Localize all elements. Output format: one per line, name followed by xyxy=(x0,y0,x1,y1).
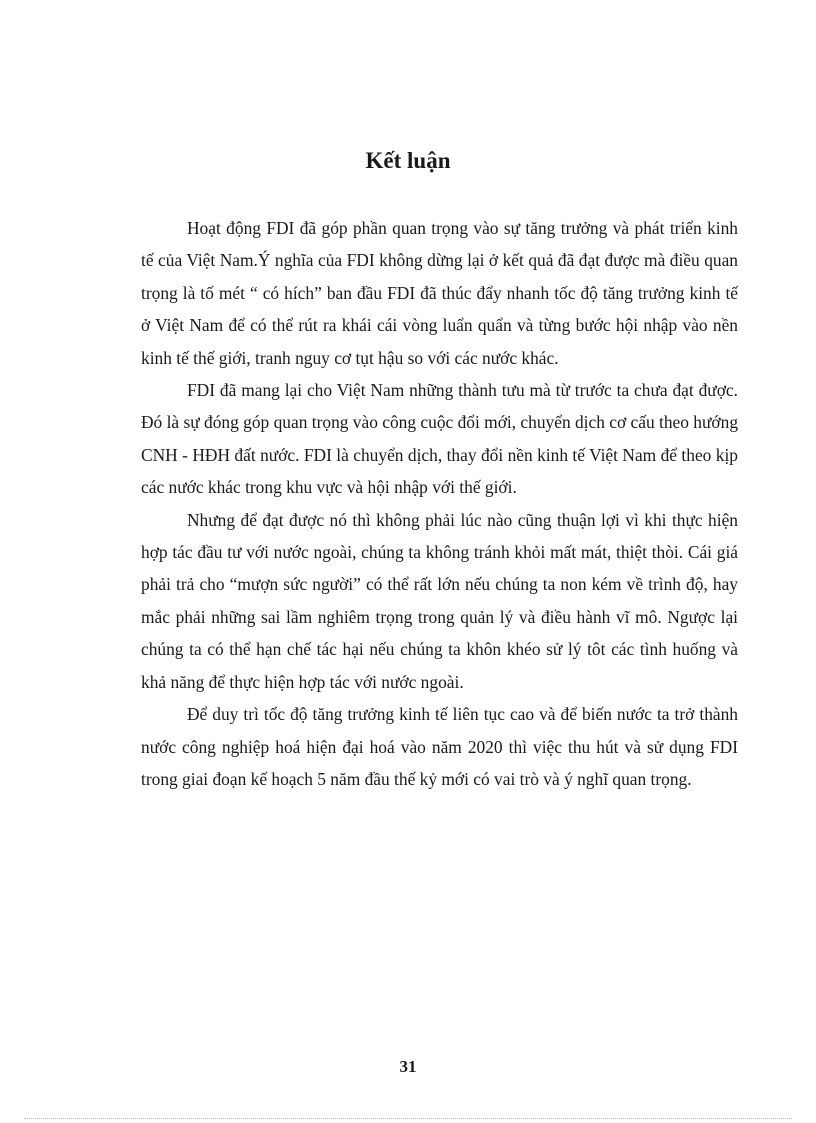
page-number: 31 xyxy=(399,1057,417,1076)
body-text xyxy=(141,212,738,795)
page-title: Kết luận xyxy=(365,148,451,173)
paragraph-3: Nhưng để đạt được nó thì không phải lúc nào cũng thuận lợi vì khi thực hiện hợp tác đầu tư với nước ngoài, chúng ta không tránh khỏi mất mát, thiệt thòi. Cái giá phải trả cho “mượn sức người” có thể rất lớn nếu chúng ta non kém về trình độ, hay mắc phải những sai lầm nghiêm trọng trong quản lý và điều hành vĩ mô. Ngược lại chúng ta có thể hạn chế tác hại nếu chúng ta khôn khéo sử lý tôt các tình huống và khả năng để thực hiện hợp tác với nước ngoài. xyxy=(141,509,738,692)
paragraph-4: Để duy trì tốc độ tăng trưởng kinh tế liên tục cao và để biến nước ta trở thành nước công nghiệp hoá hiện đại hoá vào năm 2020 thì việc thu hút và sử dụng FDI trong giai đoạn kế hoạch 5 năm đầu thế kỷ mới có vai trò và ý nghĩ quan trọng. xyxy=(141,704,738,789)
paragraph-2: FDI đã mang lại cho Việt Nam những thành tưu mà từ trước ta chưa đạt được. Đó là sự đóng góp quan trọng vào công cuộc đổi mới, chuyển dịch cơ cấu theo hướng CNH - HĐH đất nước. FDI là chuyển dịch, thay đổi nền kinh tế Việt Nam để theo kịp các nước khác trong khu vực và hội nhập với thế giới. xyxy=(141,380,739,498)
paragraph-1: Hoạt động FDI đã góp phần quan trọng vào sự tăng trưởng và phát triển kinh tế của Việt Nam.Ý nghĩa của FDI không dừng lại ở kết quả đã đạt được mà điều quan trọng là tố mét “ có hích” ban đầu FDI đã thúc đẩy nhanh tốc độ tăng trưởng kinh tế ở Việt Nam để có thể rút ra khái cái vòng luẩn quẩn và từng bước hội nhập vào nền kinh tế thế giới, tranh nguy cơ tụt hậu so với các nước khác. xyxy=(141,218,738,368)
footer-divider xyxy=(24,1118,792,1119)
